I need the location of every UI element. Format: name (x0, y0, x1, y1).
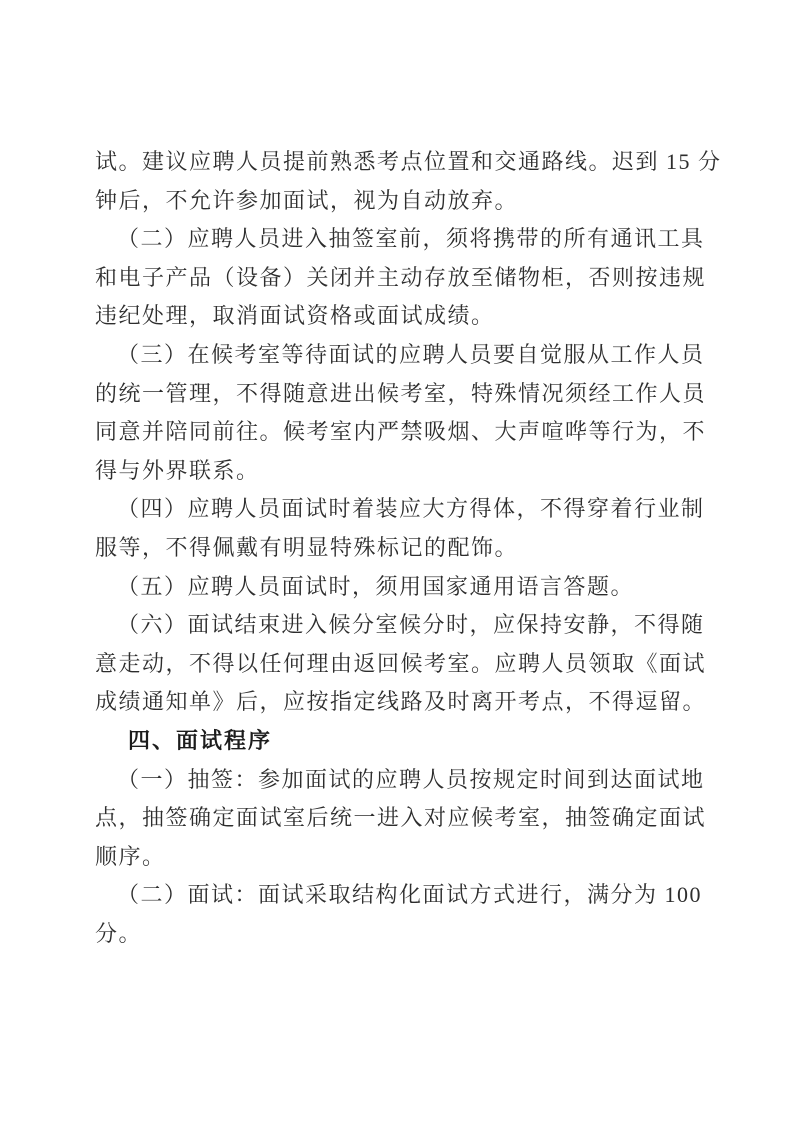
paragraph-line: 同意并陪同前往。候考室内严禁吸烟、大声喧哗等行为，不 (95, 419, 707, 445)
paragraph-line: （三）在候考室等待面试的应聘人员要自觉服从工作人员 (117, 341, 705, 367)
paragraph-line: 钟后，不允许参加面试，视为自动放弃。 (95, 187, 519, 213)
paragraph-line: （一）抽签：参加面试的应聘人员按规定时间到达面试地 (117, 766, 705, 792)
paragraph-line: 违纪处理，取消面试资格或面试成绩。 (95, 303, 495, 329)
paragraph-line: 意走动，不得以任何理由返回候考室。应聘人员领取《面试 (95, 650, 707, 676)
paragraph-line: （四）应聘人员面试时着装应大方得体，不得穿着行业制 (117, 496, 705, 522)
paragraph-line: （六）面试结束进入候分室候分时，应保持安静，不得随 (117, 612, 705, 638)
paragraph-line: 顺序。 (95, 843, 166, 869)
paragraph-line: 的统一管理，不得随意进出候考室，特殊情况须经工作人员 (95, 380, 707, 406)
paragraph-line: 试。建议应聘人员提前熟悉考点位置和交通路线。迟到 15 分 (95, 149, 722, 174)
document-body (95, 143, 722, 953)
paragraph-line: 点，抽签确定面试室后统一进入对应候考室，抽签确定面试 (95, 805, 707, 831)
section-heading: 四、面试程序 (128, 727, 273, 753)
paragraph-line: 和电子产品（设备）关闭并主动存放至储物柜，否则按违规 (95, 264, 707, 290)
paragraph-line: （五）应聘人员面试时，须用国家通用语言答题。 (117, 573, 635, 599)
paragraph-line: 成绩通知单》后，应按指定线路及时离开考点，不得逗留。 (95, 689, 707, 715)
paragraph-line: 分。 (95, 920, 143, 946)
paragraph-line: 得与外界联系。 (95, 457, 260, 483)
paragraph-line: （二）面试：面试采取结构化面试方式进行，满分为 100 (117, 882, 703, 908)
paragraph-line: 服等，不得佩戴有明显特殊标记的配饰。 (95, 534, 519, 560)
paragraph-line: （二）应聘人员进入抽签室前，须将携带的所有通讯工具 (117, 226, 705, 252)
